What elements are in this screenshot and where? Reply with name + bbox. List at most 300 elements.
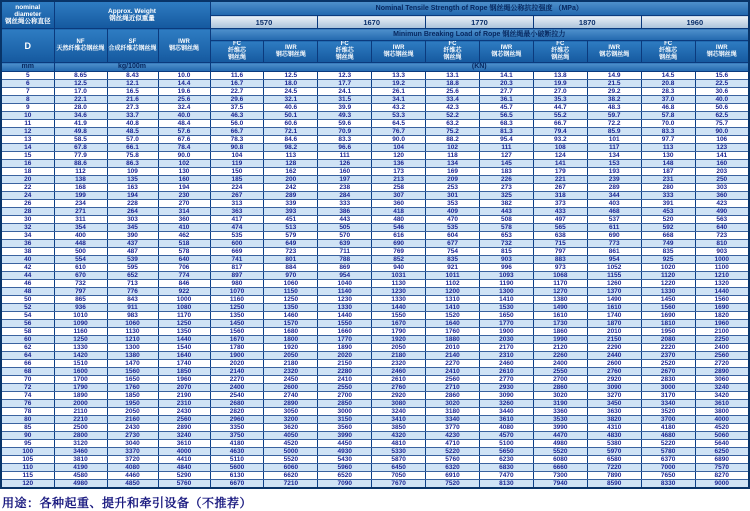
value-cell: 3340 [641,400,695,408]
nominal-diameter-en-line1: nominal [15,4,41,12]
value-cell: 1440 [318,312,372,320]
value-cell: 104 [210,152,264,160]
value-cell: 311 [54,216,107,224]
value-cell: 318 [533,192,587,200]
value-cell: 983 [107,312,158,320]
value-cell: 1560 [107,368,158,376]
table-row [1,184,749,192]
diameter-cell: 16 [1,160,54,168]
value-cell: 7650 [641,472,695,480]
subheader-fc-1960 [641,41,695,63]
value-cell: 273 [479,184,533,192]
value-cell: 25.6 [158,96,210,104]
value-cell: 4460 [107,472,158,480]
value-cell: 48.4 [158,120,210,128]
table-row [1,320,749,328]
value-cell: 7090 [318,480,372,489]
value-cell: 1250 [158,320,210,328]
value-cell: 2170 [479,344,533,352]
value-cell: 1200 [426,288,480,296]
value-cell: 2140 [210,368,264,376]
value-cell: 83.3 [318,136,372,144]
value-cell: 2550 [533,368,587,376]
iwr-core-code: IWR [500,44,513,51]
value-cell: 715 [533,240,587,248]
table-row [1,416,749,424]
value-cell: 163 [107,184,158,192]
value-cell: 1570 [264,320,318,328]
value-cell: 40.6 [264,104,318,112]
value-cell: 1960 [695,320,749,328]
value-cell: 3240 [372,408,426,416]
value-cell: 2260 [533,352,587,360]
value-cell: 42.3 [426,104,480,112]
value-cell: 5330 [372,448,426,456]
approx-weight-zh: 钢丝绳近似重量 [109,14,155,22]
value-cell: 1170 [158,312,210,320]
value-cell: 443 [479,208,533,216]
iwr-core-zh: 钢芯钢丝绳 [706,51,737,58]
value-cell: 723 [264,248,318,256]
value-cell: 86.3 [107,160,158,168]
value-cell: 1600 [54,368,107,376]
grade-1570: 1570 [210,16,318,29]
value-cell: 39.9 [318,104,372,112]
value-cell: 5960 [318,464,372,472]
value-cell: 14.9 [587,72,641,80]
approx-weight-en: Approx. Weight [108,7,156,15]
value-cell: 2600 [587,360,641,368]
value-cell: 12.3 [318,72,372,80]
iwr-core-code: IWR [392,44,405,51]
value-cell: 119 [210,160,264,168]
diameter-cell: 100 [1,448,54,456]
value-cell: 3440 [479,408,533,416]
value-cell: 451 [264,216,318,224]
value-cell: 230 [158,192,210,200]
table-row [1,72,749,80]
diameter-cell: 60 [1,336,54,344]
value-cell: 37.5 [210,104,264,112]
value-cell: 7670 [372,480,426,489]
value-cell: 1150 [264,288,318,296]
value-cell: 921 [426,264,480,272]
value-cell: 1420 [54,352,107,360]
value-cell: 333 [641,192,695,200]
header-d-symbol: D [1,29,54,63]
value-cell: 360 [695,192,749,200]
value-cell: 417 [210,216,264,224]
subheader-fc-1770 [426,41,480,63]
table-row [1,392,749,400]
value-cell: 72.1 [264,128,318,136]
value-cell: 56.5 [479,112,533,120]
value-cell: 2050 [372,344,426,352]
diameter-cell: 12 [1,128,54,136]
value-cell: 1900 [210,352,264,360]
value-cell: 1230 [318,296,372,304]
value-cell: 6320 [426,464,480,472]
value-cell: 7210 [264,480,318,489]
value-cell: 903 [479,256,533,264]
value-cell: 1080 [158,304,210,312]
value-cell: 8130 [479,480,533,489]
value-cell: 90.0 [695,128,749,136]
value-cell: 44.7 [533,104,587,112]
value-cell: 75.7 [695,120,749,128]
value-cell: 4630 [210,448,264,456]
value-cell: 865 [54,296,107,304]
value-cell: 1610 [587,304,641,312]
value-cell: 649 [264,240,318,248]
table-row [1,424,749,432]
value-cell: 5100 [479,440,533,448]
value-cell: 238 [318,184,372,192]
value-cell: 18.8 [426,80,480,88]
value-cell: 2890 [264,400,318,408]
value-cell: 3060 [695,376,749,384]
value-cell: 5600 [210,464,264,472]
value-cell: 4570 [479,432,533,440]
value-cell: 179 [533,168,587,176]
value-cell: 1890 [54,392,107,400]
value-cell: 72.2 [587,120,641,128]
value-cell: 37.0 [641,96,695,104]
value-cell: 2270 [426,360,480,368]
value-cell: 26.1 [372,88,426,96]
value-cell: 2460 [479,360,533,368]
value-cell: 797 [54,288,107,296]
value-cell: 409 [426,208,480,216]
diameter-cell: 56 [1,320,54,328]
value-cell: 1920 [372,336,426,344]
value-cell: 43.2 [372,104,426,112]
value-cell: 6520 [318,472,372,480]
value-cell: 1800 [264,336,318,344]
iwr-core-code: IWR [715,44,728,51]
value-cell: 4230 [426,432,480,440]
subheader-iwr-1870 [587,41,641,63]
value-cell: 4190 [54,464,107,472]
value-cell: 3530 [533,416,587,424]
value-cell: 187 [641,168,695,176]
value-cell: 1530 [479,304,533,312]
value-cell: 2450 [264,376,318,384]
value-cell: 1011 [426,272,480,280]
value-cell: 578 [479,224,533,232]
value-cell: 2500 [54,424,107,432]
value-cell: 271 [54,208,107,216]
fc-zh-line1: 纤维芯 [443,48,462,55]
diameter-cell: 64 [1,352,54,360]
table-row [1,296,749,304]
table-row [1,160,749,168]
value-cell: 7220 [587,464,641,472]
value-cell: 88.6 [54,160,107,168]
value-cell: 3460 [54,448,107,456]
value-cell: 639 [318,240,372,248]
value-cell: 2410 [426,368,480,376]
value-cell: 84.6 [264,136,318,144]
value-cell: 224 [210,184,264,192]
diameter-cell: 70 [1,376,54,384]
value-cell: 3720 [107,456,158,464]
value-cell: 6660 [533,464,587,472]
value-cell: 16.7 [210,80,264,88]
value-cell: 2920 [372,392,426,400]
value-cell: 102 [158,160,210,168]
value-cell: 7890 [587,472,641,480]
value-cell: 31.5 [318,96,372,104]
value-cell: 2890 [695,368,749,376]
diameter-cell: 85 [1,424,54,432]
value-cell: 209 [426,176,480,184]
value-cell: 2370 [641,352,695,360]
value-cell: 4840 [158,464,210,472]
value-cell: 1060 [107,320,158,328]
value-cell: 6060 [264,464,318,472]
value-cell: 2150 [318,360,372,368]
value-cell: 611 [587,224,641,232]
value-cell: 55.2 [533,112,587,120]
value-cell: 711 [318,248,372,256]
table-row [1,112,749,120]
value-cell: 3190 [533,400,587,408]
value-cell: 1300 [107,344,158,352]
value-cell: 150 [210,168,264,176]
value-cell: 2560 [695,352,749,360]
diameter-cell: 22 [1,184,54,192]
value-cell: 2430 [107,424,158,432]
value-cell: 5520 [264,456,318,464]
value-cell: 1900 [479,328,533,336]
table-row [1,80,749,88]
table-row [1,344,749,352]
value-cell: 67.8 [54,144,107,152]
value-cell: 3000 [641,384,695,392]
value-cell: 1610 [533,312,587,320]
value-cell: 3370 [107,448,158,456]
header-breaking-load [210,29,749,41]
value-cell: 773 [587,240,641,248]
breaking-load-zh: 钢丝绳最小破断拉力 [502,30,566,38]
value-cell: 22.1 [54,96,107,104]
value-cell: 2400 [695,344,749,352]
value-cell: 1860 [533,328,587,336]
value-cell: 1130 [372,280,426,288]
value-cell: 1090 [54,320,107,328]
value-cell: 57.8 [641,112,695,120]
iwr-core-zh: 钢芯钢丝绳 [275,51,306,58]
value-cell: 6580 [587,456,641,464]
value-cell: 1250 [54,336,107,344]
value-cell: 345 [107,224,158,232]
value-cell: 1470 [107,360,158,368]
value-cell: 95.4 [479,136,533,144]
value-cell: 980 [210,280,264,288]
value-cell: 253 [426,184,480,192]
value-cell: 2290 [587,344,641,352]
table-row [1,168,749,176]
iwr-core-code: IWR [608,44,621,51]
table-row [1,136,749,144]
value-cell: 1560 [695,296,749,304]
value-cell: 1020 [641,264,695,272]
value-cell: 50.6 [695,104,749,112]
value-cell: 83.3 [641,128,695,136]
table-row [1,280,749,288]
value-cell: 4180 [210,440,264,448]
value-cell: 3410 [372,416,426,424]
value-cell: 66.7 [210,128,264,136]
value-cell: 3040 [107,440,158,448]
value-cell: 468 [587,208,641,216]
value-cell: 801 [264,256,318,264]
value-cell: 14.5 [641,72,695,80]
value-cell: 213 [372,176,426,184]
value-cell: 1140 [318,288,372,296]
value-cell: 1380 [533,296,587,304]
value-cell: 4450 [318,440,372,448]
value-cell: 34.6 [54,112,107,120]
value-cell: 19.6 [158,88,210,96]
value-cell: 160 [318,168,372,176]
value-cell: 53.3 [372,112,426,120]
value-cell: 19.2 [372,80,426,88]
value-cell: 3770 [426,424,480,432]
diameter-cell: 40 [1,256,54,264]
table-row [1,312,749,320]
value-cell: 690 [372,240,426,248]
value-cell: 1120 [641,272,695,280]
value-cell: 578 [158,248,210,256]
value-cell: 40.8 [107,120,158,128]
value-cell: 6620 [264,472,318,480]
value-cell: 1990 [533,336,587,344]
value-cell: 353 [426,200,480,208]
value-cell: 169 [426,168,480,176]
value-cell: 537 [587,216,641,224]
value-cell: 653 [479,232,533,240]
value-cell: 1155 [587,272,641,280]
value-cell: 36.1 [479,96,533,104]
value-cell: 45.7 [479,104,533,112]
value-cell: 20.3 [479,80,533,88]
value-cell: 313 [210,200,264,208]
value-cell: 1960 [158,376,210,384]
diameter-cell: 76 [1,400,54,408]
value-cell: 1010 [54,312,107,320]
table-row [1,216,749,224]
value-cell: 2890 [158,424,210,432]
value-cell: 400 [54,232,107,240]
value-cell: 81.3 [479,128,533,136]
value-cell: 3120 [54,440,107,448]
fc-zh-line1: 纤维芯 [551,48,570,55]
value-cell: 112 [54,168,107,176]
value-cell: 3360 [533,408,587,416]
subheader-iwr-1770 [479,41,533,63]
value-cell: 1160 [210,296,264,304]
value-cell: 13.3 [372,72,426,80]
value-cell: 2920 [587,376,641,384]
value-cell: 616 [372,232,426,240]
table-row [1,176,749,184]
value-cell: 106 [695,136,749,144]
value-cell: 1760 [426,328,480,336]
value-cell: 1060 [264,280,318,288]
diameter-cell: 90 [1,432,54,440]
value-cell: 1380 [107,352,158,360]
value-cell: 360 [372,200,426,208]
value-cell: 713 [107,280,158,288]
value-cell: 1950 [107,400,158,408]
value-cell: 203 [695,168,749,176]
value-cell: 1102 [426,280,480,288]
table-row [1,128,749,136]
value-cell: 153 [587,160,641,168]
value-cell: 448 [54,240,107,248]
value-cell: 2180 [372,352,426,360]
value-cell: 1550 [372,312,426,320]
value-cell: 797 [533,248,587,256]
value-cell: 2540 [210,392,264,400]
value-cell: 68.3 [479,120,533,128]
value-cell: 130 [158,168,210,176]
value-cell: 7520 [426,480,480,489]
value-cell: 344 [587,192,641,200]
value-cell: 563 [695,216,749,224]
value-cell: 75.8 [107,152,158,160]
value-cell: 2830 [641,376,695,384]
value-cell: 48.5 [107,128,158,136]
value-cell: 2960 [210,416,264,424]
value-cell: 307 [372,192,426,200]
table-row [1,360,749,368]
value-cell: 77.9 [54,152,107,160]
value-cell: 2320 [264,368,318,376]
subheader-fc-1570 [210,41,264,63]
value-cell: 16.5 [107,88,158,96]
value-cell: 5000 [264,448,318,456]
value-cell: 1440 [158,336,210,344]
value-cell: 382 [479,200,533,208]
value-cell: 1230 [372,288,426,296]
value-cell: 46.3 [210,112,264,120]
value-cell: 2270 [210,376,264,384]
table-row [1,232,749,240]
value-cell: 2020 [318,352,372,360]
value-cell: 3000 [318,408,372,416]
header-tensile-strength [210,1,749,16]
value-cell: 2070 [158,384,210,392]
value-cell: 221 [533,176,587,184]
value-cell: 954 [587,256,641,264]
value-cell: 774 [158,272,210,280]
value-cell: 2460 [372,368,426,376]
value-cell: 104 [372,144,426,152]
value-cell: 2310 [158,400,210,408]
value-cell: 4080 [107,464,158,472]
value-cell: 200 [264,176,318,184]
value-cell: 3520 [641,408,695,416]
value-cell: 1760 [107,384,158,392]
value-cell: 29.6 [210,96,264,104]
value-cell: 6080 [533,456,587,464]
value-cell: 8.65 [54,72,107,80]
value-cell: 314 [158,208,210,216]
value-cell: 3990 [533,424,587,432]
